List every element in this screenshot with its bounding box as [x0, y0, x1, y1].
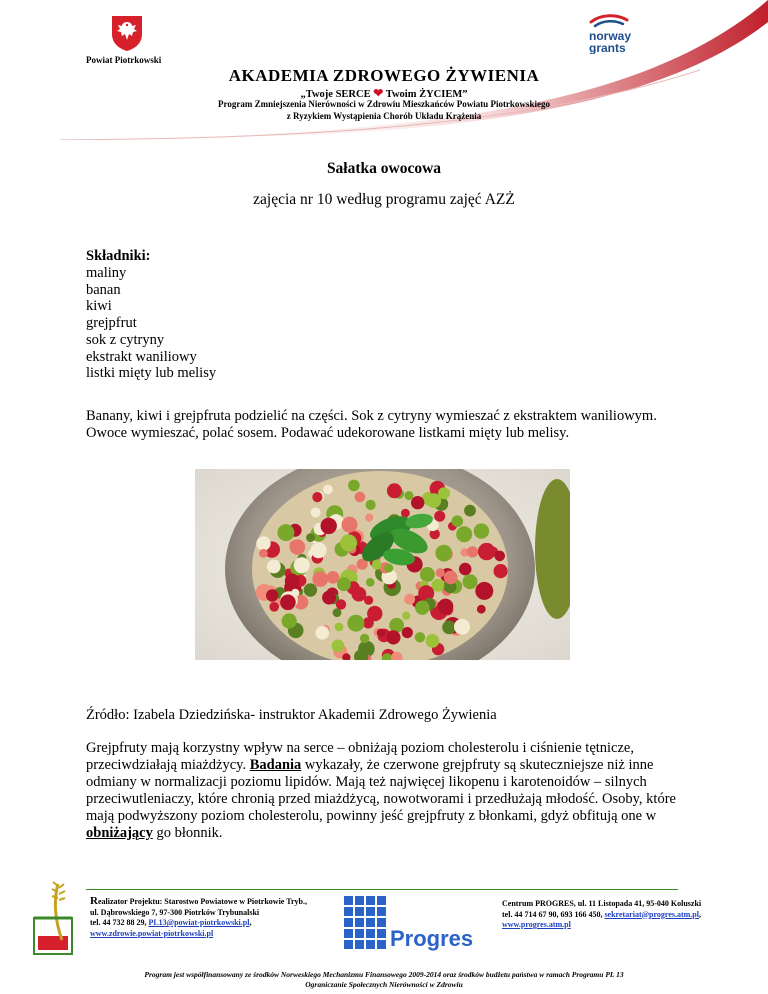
instructions-paragraph: Banany, kiwi i grejpfruta podzielić na części. Sok z cytryny wymieszać z ekstraktem waniliowym. Owoce wymieszać, polać sosem. Podawać udekorowane listkami mięty lub melisy. — [86, 408, 657, 441]
fruit-piece — [267, 560, 281, 574]
heart-icon: ❤ — [373, 86, 384, 100]
fruit-piece — [434, 511, 445, 522]
ingredients-list — [86, 265, 216, 382]
fruit-piece — [435, 545, 452, 562]
ingredients-heading: Składniki: — [86, 248, 151, 264]
cofinancing-line-2: Ograniczanie Społecznych Nierówności w Zdrowiu — [305, 980, 463, 989]
program-line-2: z Ryzykiem Wystąpienia Chorób Układu Krążenia — [286, 111, 482, 121]
fruit-piece — [311, 508, 321, 518]
fruit-piece — [456, 526, 472, 542]
coat-of-arms-logo — [110, 14, 144, 52]
fruit-piece — [411, 496, 424, 509]
fruit-piece — [464, 505, 476, 517]
fruit-piece — [415, 632, 425, 642]
fruit-piece — [342, 517, 358, 533]
fruit-piece — [336, 599, 346, 609]
footer-divider — [86, 889, 678, 890]
footer-initial: R — [90, 895, 98, 907]
info-text-3: go błonnik. — [152, 825, 223, 841]
ingredient-item: listki mięty lub melisy — [86, 365, 217, 382]
footer-left-line-3 — [90, 918, 307, 929]
fruit-piece — [442, 621, 456, 635]
motto-before: „Twoje SERCE — [300, 89, 374, 100]
info-paragraph — [86, 740, 691, 842]
fruit-piece — [282, 613, 297, 628]
fruit-piece — [404, 491, 413, 500]
project-realizer-info — [90, 896, 307, 939]
footer-email-link[interactable]: PL13@powiat-piotrkowski.pl — [148, 918, 250, 927]
fruit-piece — [402, 612, 410, 620]
fruit-piece — [366, 500, 376, 510]
fruit-piece — [420, 567, 435, 582]
norway-grants-logo — [583, 14, 643, 54]
fruit-piece — [332, 640, 345, 653]
ingredient-item: kiwi — [86, 298, 112, 315]
fruit-piece — [474, 523, 489, 538]
fruit-salad-photo — [195, 469, 570, 660]
fruit-piece — [266, 589, 278, 601]
fruit-piece — [387, 483, 402, 498]
fruit-piece — [452, 515, 464, 527]
fruit-piece — [256, 536, 270, 550]
fruit-piece — [467, 546, 478, 557]
fruit-piece — [269, 602, 279, 612]
fruit-piece — [365, 514, 373, 522]
fruit-piece — [494, 551, 505, 562]
fruit-piece — [366, 578, 375, 587]
program-line-1: Program Zmniejszenia Nierówności w Zdrowiu Mieszkańców Powiatu Piotrkowskiego — [218, 99, 550, 109]
badania-link[interactable]: Badania — [249, 757, 302, 773]
fruit-piece — [463, 574, 478, 589]
fruit-piece — [438, 487, 450, 499]
footer-left-line-2: ul. Dąbrowskiego 7, 97-300 Piotrków Trybunalski — [90, 907, 260, 917]
ingredient-item: maliny — [86, 265, 127, 281]
fruit-piece — [335, 623, 344, 632]
fruit-piece — [364, 596, 373, 605]
fruit-piece — [323, 485, 333, 495]
fruit-piece — [340, 534, 357, 551]
ingredient-item: sok z cytryny — [86, 331, 165, 348]
fruit-piece — [389, 618, 404, 633]
county-wheat-logo — [32, 878, 78, 964]
fruit-piece — [494, 564, 508, 578]
norway-logo-line1: norway — [589, 29, 632, 43]
fruit-piece — [352, 587, 367, 602]
recipe-subtitle: zajęcia nr 10 według programu zajęć AZŻ — [253, 191, 515, 208]
fruit-piece — [306, 533, 315, 542]
fruit-piece — [333, 608, 342, 617]
fruit-piece — [438, 599, 454, 615]
footer-phone: tel. 44 732 88 29, — [90, 918, 149, 927]
fruit-piece — [459, 563, 472, 576]
fruit-piece — [444, 571, 458, 585]
footer-right-line-2 — [502, 910, 701, 921]
fruit-piece — [291, 589, 299, 597]
norway-logo-line2: grants — [589, 41, 626, 54]
progres-center-info — [502, 899, 701, 931]
fruit-piece — [426, 634, 440, 648]
fruit-piece — [294, 557, 310, 573]
fruit-piece — [312, 492, 322, 502]
progres-logo-text: Progres — [390, 926, 474, 951]
fruit-piece — [404, 594, 415, 605]
fruit-piece — [348, 480, 360, 492]
fruit-piece — [436, 568, 445, 577]
recipe-title: Sałatka owocowa — [326, 160, 442, 177]
fruit-piece — [386, 630, 400, 644]
fruit-piece — [312, 571, 328, 587]
fruit-piece — [384, 564, 393, 573]
fruit-piece — [337, 577, 351, 591]
info-text-1: Grejpfruty mają korzystny wpływ na serce – obniżają poziom cholesterolu i ciśnienie tętnicze, przeciwdziałają miażdżycy. — [86, 740, 634, 773]
footer-right-phone: tel. 44 714 67 90, 693 166 450, — [502, 909, 605, 919]
fruit-piece — [372, 560, 382, 570]
footer-right-email-link[interactable]: sekretariat@progres.atm.pl — [604, 909, 699, 919]
footer-realizer: ealizator Projektu: Starostwo Powiatowe w Piotrkowie Tryb., — [97, 897, 307, 906]
fruit-piece — [355, 492, 366, 503]
academy-title: AKADEMIA ZDROWEGO ŻYWIENIA — [228, 66, 540, 85]
fruit-piece — [377, 629, 386, 638]
fruit-piece — [477, 605, 486, 614]
county-name: Powiat Piotrkowski — [86, 55, 162, 65]
fruit-piece — [304, 583, 317, 596]
fruit-piece — [316, 626, 330, 640]
obnizajacy-link[interactable]: obniżający — [86, 825, 153, 841]
fruit-piece — [360, 634, 369, 643]
fruit-piece — [285, 574, 300, 589]
footer-comma: , — [249, 918, 252, 927]
cofinancing-note — [0, 970, 768, 990]
source-line: Źródło: Izabela Dziedzińska- instruktor Akademii Zdrowego Żywienia — [86, 707, 497, 723]
ingredient-item: grejpfrut — [86, 315, 137, 332]
fruit-piece — [415, 601, 429, 615]
progres-logo — [344, 896, 494, 966]
fruit-piece — [280, 595, 296, 611]
ingredient-item: ekstrakt waniliowy — [86, 348, 197, 365]
cofinancing-line-1: Program jest współfinansowany ze środków Norweskiego Mechanizmu Finansowego 2009-2014 oraz środków budżetu państwa w ramach Programu PL 13 — [144, 970, 624, 979]
fruit-piece — [454, 619, 470, 635]
footer-website-link[interactable]: www.zdrowie.powiat-piotrkowski.pl — [90, 928, 214, 938]
fruit-piece — [311, 542, 327, 558]
footer-right-comma: , — [698, 909, 701, 919]
footer-right-line-1: Centrum PROGRES, ul. 11 Listopada 41, 95-040 Koluszki — [502, 899, 702, 908]
fruit-piece — [402, 627, 413, 638]
fruit-piece — [259, 549, 268, 558]
fruit-piece — [322, 591, 336, 605]
footer-left-line-1 — [90, 896, 307, 908]
footer-right-website-link[interactable]: www.progres.atm.pl — [502, 920, 571, 929]
motto-after: Twoim ŻYCIEM” — [383, 89, 468, 100]
info-text-2: wykazały, że czerwone grejpfruty są skuteczniejsze niż inne odmiany w normalizacji poziomu lipidów. Mają też najwięcej likopenu i karotenoidów – silnych przeciwutleniaczy, które chronią przed miażdżycą, nowotworami i przedłużają młodość. Osoby, które mają podwyższony poziom cholesterolu, powinny jeść grejpfruty z błonkami, gdyż obfitują one w — [86, 757, 676, 824]
fruit-piece — [475, 582, 493, 600]
fruit-piece — [347, 615, 364, 632]
fruit-piece — [321, 518, 337, 534]
ingredient-item: banan — [86, 281, 121, 298]
fruit-piece — [290, 539, 306, 555]
fruit-piece — [277, 524, 294, 541]
fruit-piece — [401, 509, 410, 518]
